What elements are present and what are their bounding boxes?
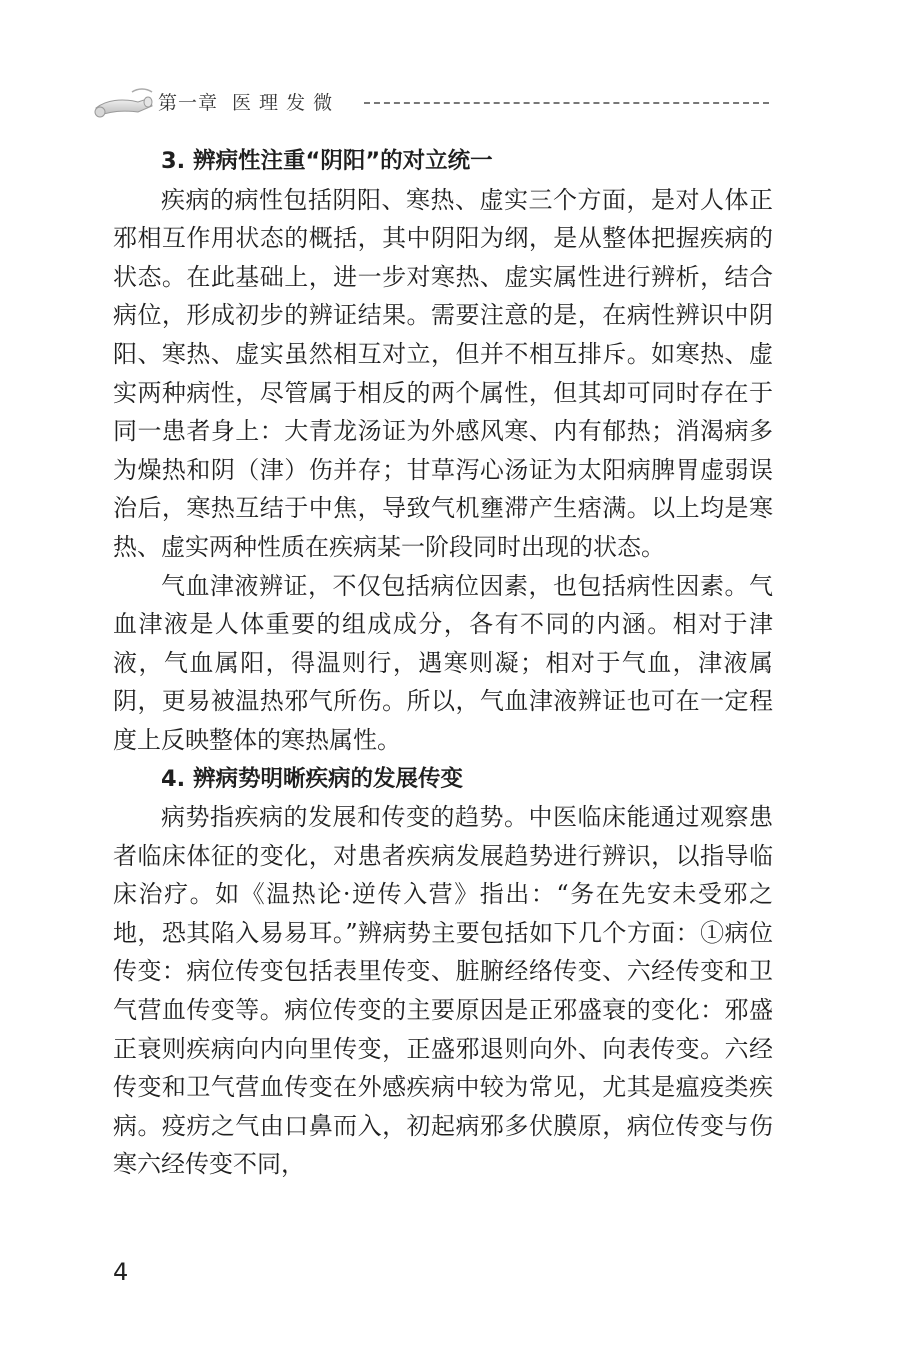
section-heading-4: 4. 辨病势明晰疾病的发展传变 — [161, 765, 464, 792]
header-title — [158, 88, 333, 115]
scroll-icon — [92, 82, 156, 122]
section-heading-3: 3. 辨病性注重“阴阳”的对立统一 — [161, 148, 493, 174]
page-body — [113, 142, 773, 1184]
running-header — [92, 78, 772, 126]
page-number: 4 — [113, 1258, 129, 1286]
chapter-title: 医 理 发 微 — [232, 92, 334, 114]
paragraph: 气血津液辨证，不仅包括病位因素，也包括病性因素。气血津液是人体重要的组成成分，各有不同的内涵。相对于津液，气血属阳，得温则行，遇寒则凝；相对于气血，津液属阴，更易被温热邪气所伤。所以，气血津液辨证也可在一定程度上反映整体的寒热属性。 — [113, 571, 773, 754]
chapter-label: 第一章 — [158, 92, 219, 114]
paragraph: 病势指疾病的发展和传变的趋势。中医临床能通过观察患者临床体征的变化，对患者疾病发展趋势进行辨识，以指导临床治疗。如《温热论·逆传入营》指出：“务在先安未受邪之地，恐其陷入易易耳。”辨病势主要包括如下几个方面：①病位传变：病位传变包括表里传变、脏腑经络传变、六经传变和卫气营血传变等。病位传变的主要原因是正邪盛衰的变化：邪盛正衰则疾病向内向里传变，正盛邪退则向外、向表传变。六经传变和卫气营血传变在外感疾病中较为常见，尤其是瘟疫类疾病。疫疠之气由口鼻而入，初起病邪多伏膜原，病位传变与伤寒六经传变不同， — [113, 803, 773, 1179]
paragraph: 疾病的病性包括阴阳、寒热、虚实三个方面，是对人体正邪相互作用状态的概括，其中阴阳为纲，是从整体把握疾病的状态。在此基础上，进一步对寒热、虚实属性进行辨析，结合病位，形成初步的辨证结果。需要注意的是，在病性辨识中阴阳、寒热、虚实虽然相互对立，但并不相互排斥。如寒热、虚实两种病性，尽管属于相反的两个属性，但其却可同时存在于同一患者身上：大青龙汤证为外感风寒、内有郁热；消渴病多为燥热和阴（津）伤并存；甘草泻心汤证为太阳病脾胃虚弱误治后，寒热互结于中焦，导致气机壅滞产生痞满。以上均是寒热、虚实两种性质在疾病某一阶段同时出现的状态。 — [113, 185, 773, 561]
header-dashed-rule — [364, 102, 769, 104]
